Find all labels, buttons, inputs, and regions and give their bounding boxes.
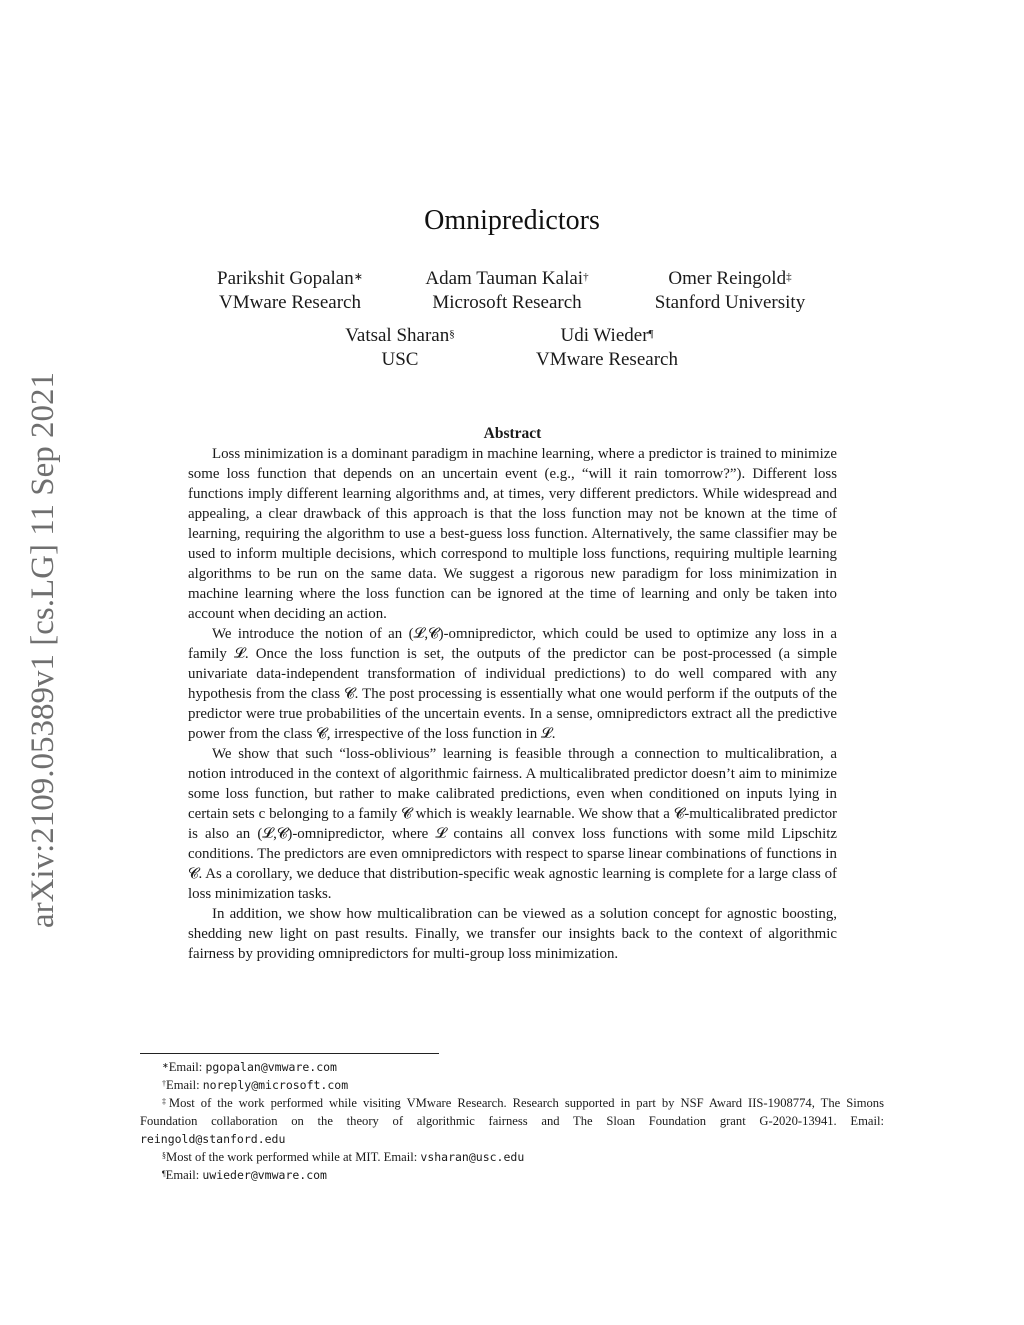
paper-title: Omnipredictors (424, 205, 600, 236)
footnote-mark: † (162, 1079, 166, 1088)
footnote-mark: ‡ (786, 271, 792, 283)
author-affiliation: USC (381, 349, 419, 370)
footnote-text: Email: (166, 1078, 203, 1092)
footnote-3 (140, 1094, 884, 1148)
footnote-text: Most of the work performed while visiting VMware Research. Research supported in part by NSF Award IIS-1908774, The Simons Foundation collaboration on the theory of algorithmic fairness and The Sloan Foundation grant G-2020-13941. Email: (140, 1096, 885, 1128)
footnote-text: Most of the work performed while at MIT. Email: (166, 1150, 421, 1164)
author-affiliation: Microsoft Research (432, 292, 582, 313)
author-block-reingold (600, 267, 860, 315)
footnote-text: Email: (165, 1168, 203, 1182)
abstract (188, 424, 837, 964)
footnote-mark: § (162, 1151, 166, 1160)
footnote-mark: § (449, 328, 455, 340)
author-block-sharan (300, 324, 500, 372)
author-name: Udi Wieder (560, 325, 649, 346)
abstract-paragraph-3: We show that such “loss-oblivious” learning is feasible through a connection to multicalibration, a notion introduced in the context of algorithmic fairness. A multicalibrated predictor doesn’t aim to minimize some loss function, but rather to make calibrated predictions, even when conditioned on inputs lying in certain sets c belonging to a family 𝓒 which is weakly learnable. We show that a 𝓒-multicalibrated predictor is also an (𝓛,𝓒)-omnipredictor, where 𝓛 contains all convex loss functions with some mild Lipschitz conditions. The predictors are even omnipredictors with respect to sparse linear combinations of functions in 𝓒. As a corollary, we deduce that distribution-specific weak agnostic learning is complete for a large class of loss minimization tasks. (188, 746, 837, 902)
author-name: Adam Tauman Kalai (425, 268, 584, 289)
email-link[interactable]: noreply@microsoft.com (202, 1078, 349, 1092)
footnotes (140, 1058, 884, 1184)
email-link[interactable]: reingold@stanford.edu (140, 1132, 286, 1146)
footnote-mark: ¶ (648, 328, 654, 340)
email-link[interactable]: uwieder@vmware.com (202, 1168, 327, 1182)
author-block-wieder (507, 324, 707, 372)
footnote-2 (140, 1076, 884, 1094)
author-block-kalai (377, 267, 637, 315)
footnote-1 (140, 1058, 884, 1076)
email-link[interactable]: vsharan@usc.edu (420, 1150, 525, 1164)
email-link[interactable]: pgopalan@vmware.com (205, 1060, 337, 1074)
author-name: Parikshit Gopalan (217, 268, 354, 289)
footnote-mark: ‡ (162, 1097, 169, 1106)
footnote-text: Email: (168, 1060, 206, 1074)
author-affiliation: Stanford University (654, 292, 806, 313)
footnote-5 (140, 1166, 884, 1184)
arxiv-identifier: arXiv:2109.05389v1 [cs.LG] 11 Sep 2021 (25, 371, 61, 929)
abstract-paragraph-1: Loss minimization is a dominant paradigm in machine learning, where a predictor is trained to minimize some loss function that depends on an uncertain event (e.g., “will it rain tomorrow?”). Different loss functions imply different learning algorithms and, at times, very different predictors. While widespread and appealing, a clear drawback of this approach is that the loss function may not be known at the time of learning, requiring the algorithm to use a best-guess loss function. Alternatively, the same classifier may be used to inform multiple decisions, which correspond to multiple loss functions, requiring multiple learning algorithms to be run on the same data. We suggest a rigorous new paradigm for loss minimization in machine learning where the loss function can be ignored at the time of learning and only be taken into account when deciding an action. (188, 446, 837, 622)
footnote-4 (140, 1148, 884, 1166)
author-name: Vatsal Sharan (345, 325, 450, 346)
footnote-mark: ¶ (162, 1169, 166, 1178)
abstract-paragraph-2: We introduce the notion of an (𝓛,𝓒)-omnipredictor, which could be used to optimize any loss in a family 𝓛. Once the loss function is set, the outputs of the predictor can be post-processed (a simple univariate data-independent transformation of individual predictions) to do well compared with any hypothesis from the class 𝓒. The post processing is essentially what one would perform if the outputs of the predictor were true probabilities of the uncertain events. In a sense, omnipredictors extract all the predictive power from the class 𝓒, irrespective of the loss function in 𝓛. (188, 626, 837, 742)
footnote-mark: ∗ (353, 271, 363, 283)
author-affiliation: VMware Research (536, 349, 678, 370)
footnote-mark: † (583, 271, 589, 283)
abstract-heading: Abstract (483, 425, 542, 442)
abstract-paragraph-4: In addition, we show how multicalibration can be viewed as a solution concept for agnostic boosting, shedding new light on past results. Finally, we transfer our insights back to the context of algorithmic fairness by providing omnipredictors for multi-group loss minimization. (188, 906, 837, 962)
footnote-mark: ∗ (162, 1061, 169, 1070)
author-affiliation: VMware Research (219, 292, 361, 313)
author-name: Omer Reingold (668, 268, 787, 289)
footnote-divider (140, 1053, 439, 1054)
